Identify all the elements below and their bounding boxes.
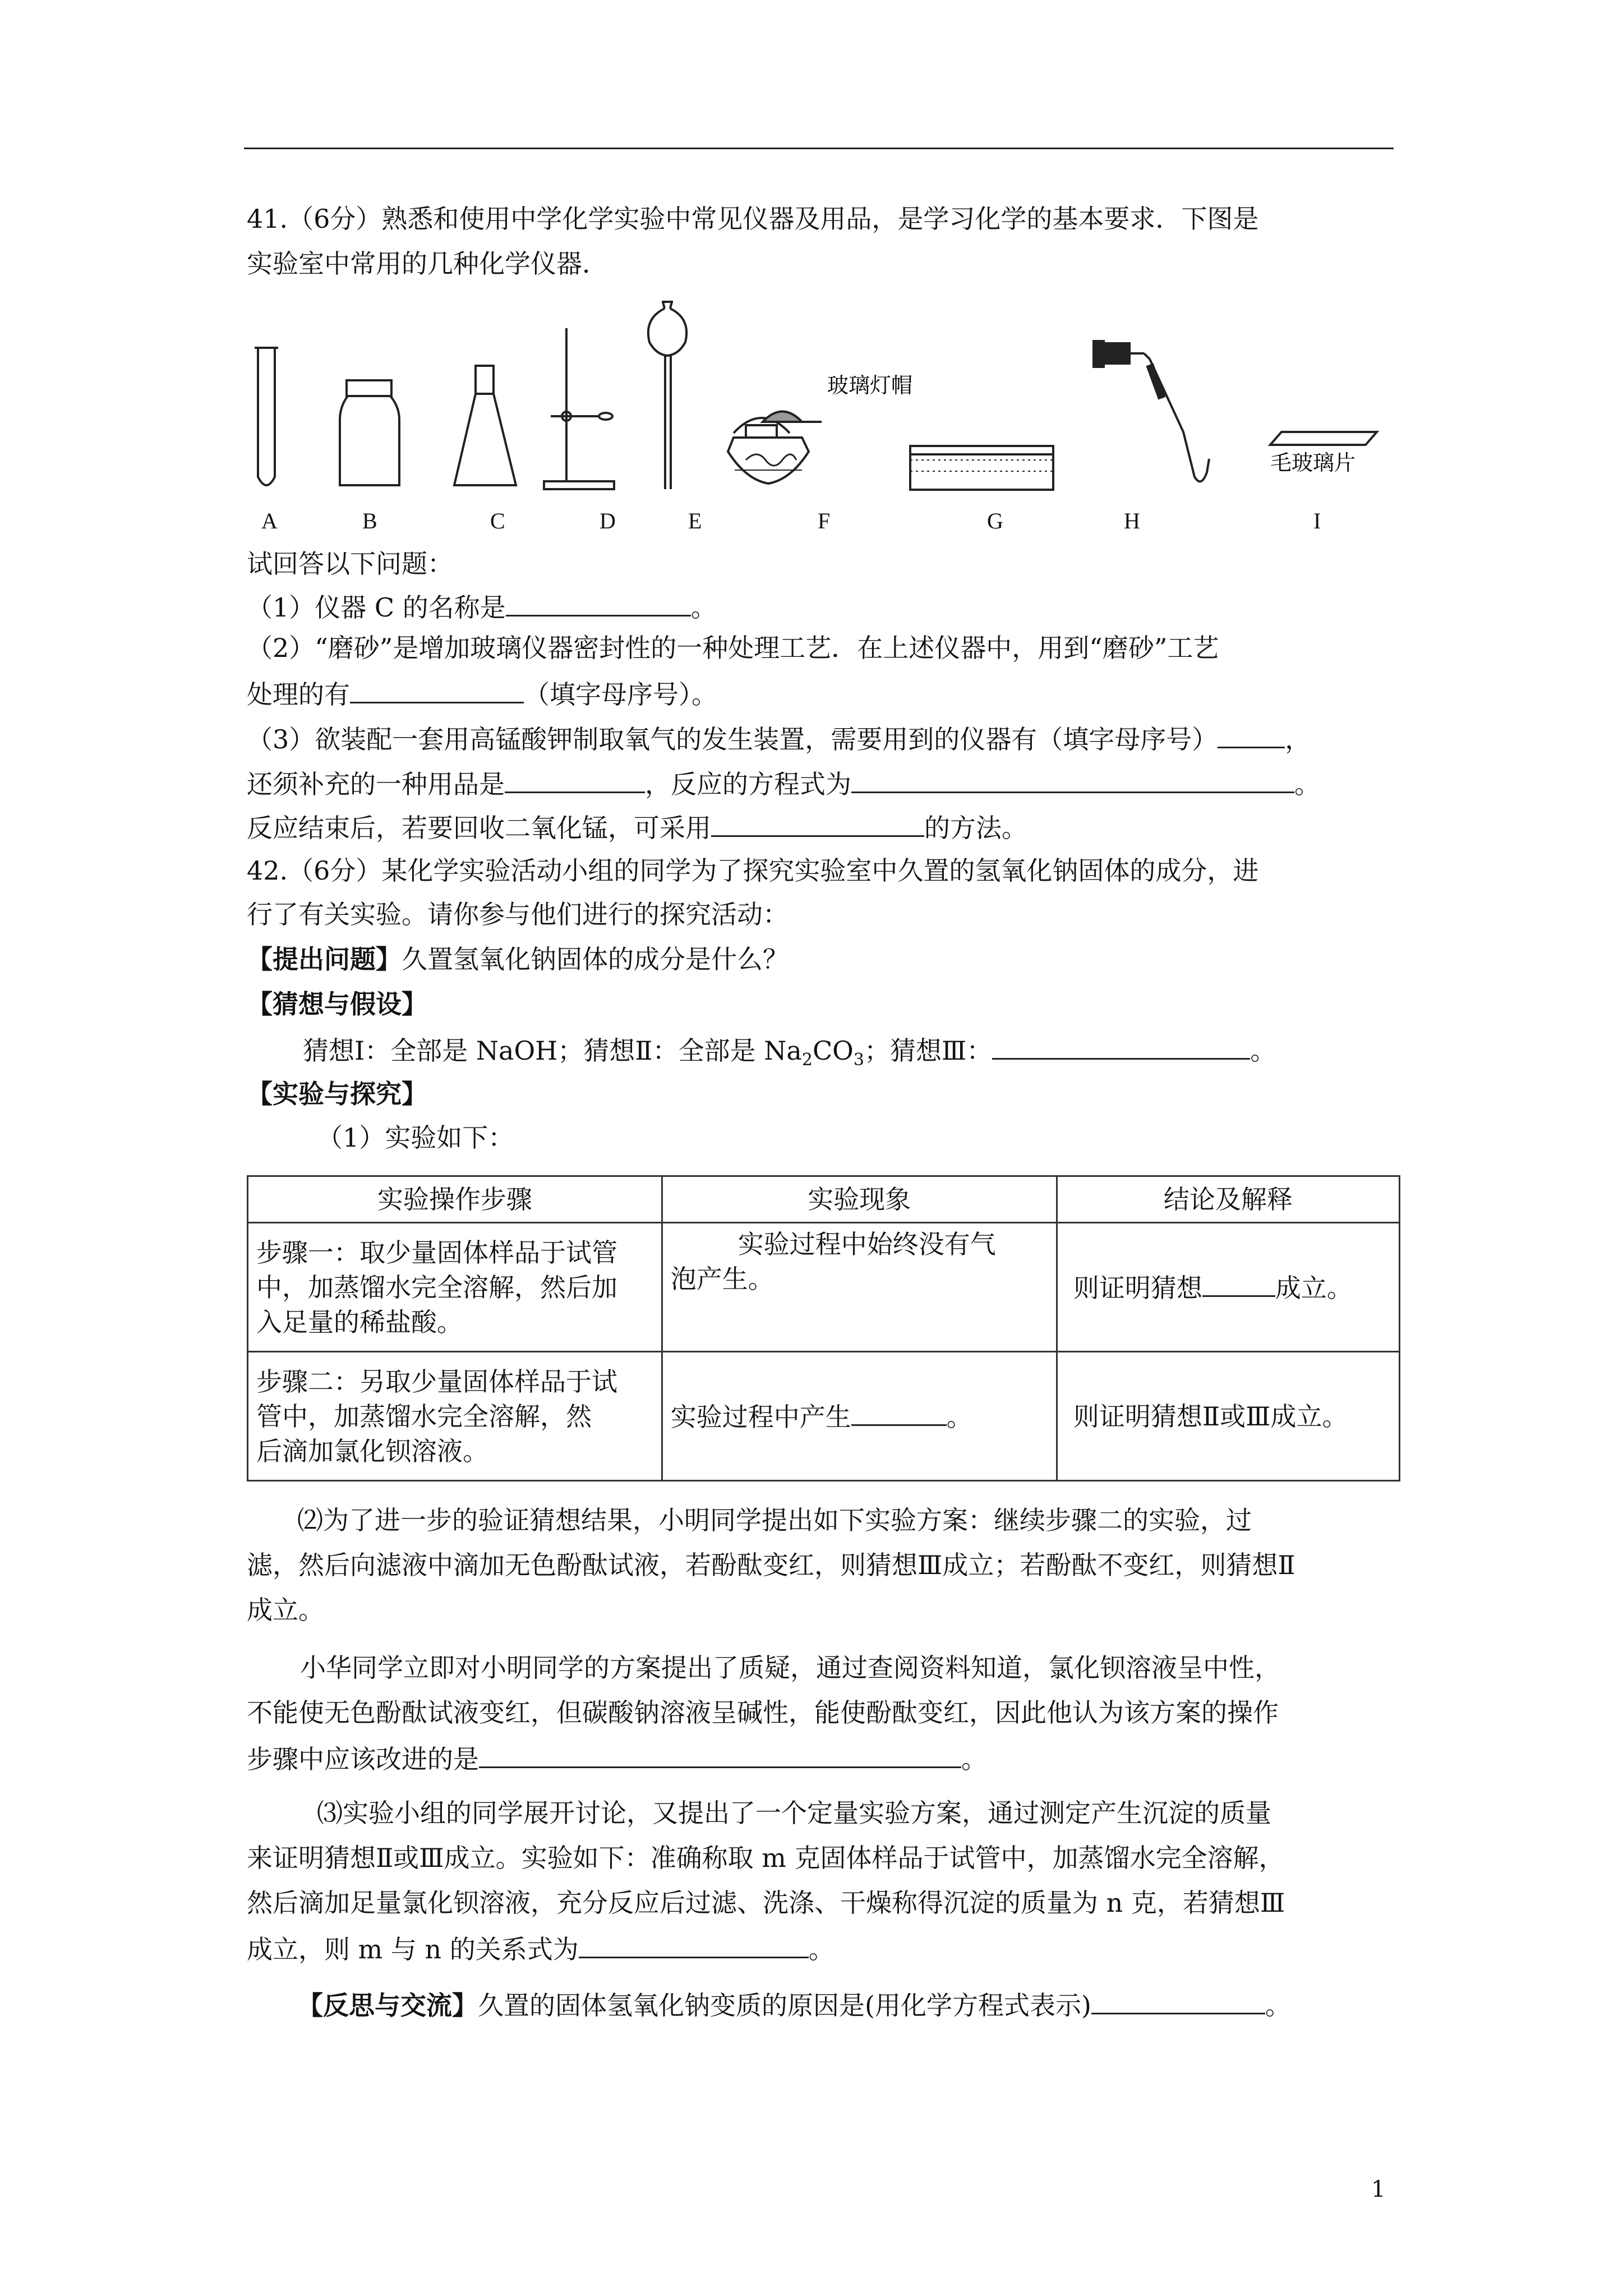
q42-p3-line2: 不能使无色酚酞试液变红，但碳酸钠溶液呈碱性，能使酚酞变红，因此他认为该方案的操作 [247,1697,1279,1728]
label-D: D [600,508,616,533]
q41-sub2-line2: 处理的有 （填字母序号）。 [247,676,1396,711]
q41-sub3-line1: （3）欲装配一套用高锰酸钾制取氧气的发生装置，需要用到的仪器有（填字母序号） ， [247,721,1396,756]
answer-blank[interactable] [505,766,645,793]
table-header-row [248,1176,1400,1223]
table-cell: 实验过程中产生 。 [662,1352,1057,1481]
conical-flask-icon [454,366,516,485]
iron-stand-icon [544,328,614,489]
long-neck-funnel-icon [648,302,686,489]
alcohol-lamp-icon [728,412,822,484]
q42-p3-line3: 步骤中应该改进的是 。 [247,1741,1396,1776]
page-number: 1 [1371,2177,1386,2202]
q42-line1: 42.（6分）某化学实验活动小组的同学为了探究实验室中久置的氢氧化钠固体的成分，进 [247,855,1259,886]
answer-blank[interactable] [851,1398,947,1426]
q41-sub3-line3: 反应结束后，若要回收二氧化锰，可采用 的方法。 [247,809,1396,845]
answer-blank[interactable] [711,809,924,837]
answer-blank[interactable] [1091,1987,1265,2014]
delivery-tube-icon [1094,341,1209,481]
q42-p4-line3: 然后滴加足量氯化钡溶液，充分反应后过滤、洗涤、干燥称得沉淀的质量为 n 克，若猜想Ⅲ [247,1888,1285,1918]
table-cell: 步骤一：取少量固体样品于试管 中，加蒸馏水完全溶解，然后加 入足量的稀盐酸。 [248,1223,662,1352]
table-cell: 则证明猜想Ⅱ或Ⅲ成立。 [1057,1352,1399,1481]
callout-glass-cap: 玻璃灯帽 [827,373,913,398]
answer-blank[interactable] [992,1032,1250,1060]
answer-blank[interactable] [479,1741,961,1768]
label-A: A [261,508,278,533]
answer-blank[interactable] [579,1931,809,1958]
q41-sub1: （1）仪器 C 的名称是 。 [247,589,1396,624]
table-row [248,1223,1400,1352]
answer-blank[interactable] [1202,1269,1275,1297]
table-cell: 实验过程中始终没有气 泡产生。 [662,1223,1057,1352]
q42-guesses: 猜想Ⅰ：全部是 NaOH；猜想Ⅱ：全部是 $Na_2CO_3$；猜想Ⅲ： 。 [303,1032,1453,1077]
q42-explore-heading: 【实验与探究】 [247,1079,427,1109]
table-cell: 步骤二：另取少量固体样品于试 管中，加蒸馏水完全溶解，然 后滴加氯化钡溶液。 [248,1352,662,1481]
label-G: G [987,508,1003,533]
table-row [248,1352,1400,1481]
q42-p4-line1: ⑶实验小组的同学展开讨论，又提出了一个定量实验方案，通过测定产生沉淀的质量 [317,1798,1271,1828]
q42-problem: 【提出问题】久置氢氧化钠固体的成分是什么？ [247,944,789,974]
q41-line1: 41.（6分）熟悉和使用中学化学实验中常见仪器及用品，是学习化学的基本要求．下图是 [247,204,1259,234]
q42-p2-line3: 成立。 [247,1595,324,1625]
table-cell: 则证明猜想 成立。 [1057,1223,1399,1352]
callout-ground-glass: 毛玻璃片 [1270,450,1356,475]
label-E: E [688,508,702,533]
q42-p4-line4: 成立，则 m 与 n 的关系式为 。 [247,1931,1396,1966]
answer-blank[interactable] [350,676,524,703]
table-header: 结论及解释 [1057,1176,1399,1223]
q41-prompt: 试回答以下问题： [247,549,453,579]
label-H: H [1124,508,1140,533]
table-header: 实验现象 [662,1176,1057,1223]
wide-mouth-bottle-icon [340,380,399,485]
q41-sub2-line1: （2）“磨砂”是增加玻璃仪器密封性的一种处理工艺．在上述仪器中，用到“磨砂”工艺 [247,633,1219,663]
test-tube-icon [255,348,278,485]
ground-glass-plate-icon [1270,432,1377,445]
q42-p4-line2: 来证明猜想Ⅱ或Ⅲ成立。实验如下：准确称取 m 克固体样品于试管中，加蒸馏水完全溶解， [247,1843,1285,1873]
q41-sub3-line2: 还须补充的一种用品是 ，反应的方程式为 。 [247,766,1396,801]
q42-p3-line1: 小华同学立即对小明同学的方案提出了质疑，通过查阅资料知道，氯化钡溶液呈中性， [300,1653,1280,1683]
label-C: C [490,508,505,533]
experiment-table [247,1175,1400,1481]
label-F: F [818,508,831,533]
q42-guess-heading: 【猜想与假设】 [247,989,427,1019]
header-rule [244,148,1394,149]
q42-line2: 行了有关实验。请你参与他们进行的探究活动： [247,899,789,930]
q41-line2: 实验室中常用的几种化学仪器． [247,249,608,279]
answer-blank[interactable] [506,589,691,616]
answer-blank[interactable] [851,766,1294,793]
q42-reflect: 【反思与交流】久置的固体氢氧化钠变质的原因是(用化学方程式表示) 。 [297,1987,1447,2022]
q42-p2-line2: 滤，然后向滤液中滴加无色酚酞试液，若酚酞变红，则猜想Ⅲ成立；若酚酞不变红，则猜想Ⅱ [247,1550,1295,1580]
table-header: 实验操作步骤 [248,1176,662,1223]
water-trough-icon [910,446,1053,490]
q42-p2-line1: ⑵为了进一步的验证猜想结果，小明同学提出如下实验方案：继续步骤二的实验，过 [297,1505,1252,1535]
q42-exp-intro: （1）实验如下： [317,1122,514,1153]
answer-blank[interactable] [1218,721,1285,748]
label-B: B [362,508,377,533]
apparatus-figure [241,292,1408,527]
label-I: I [1313,508,1321,533]
